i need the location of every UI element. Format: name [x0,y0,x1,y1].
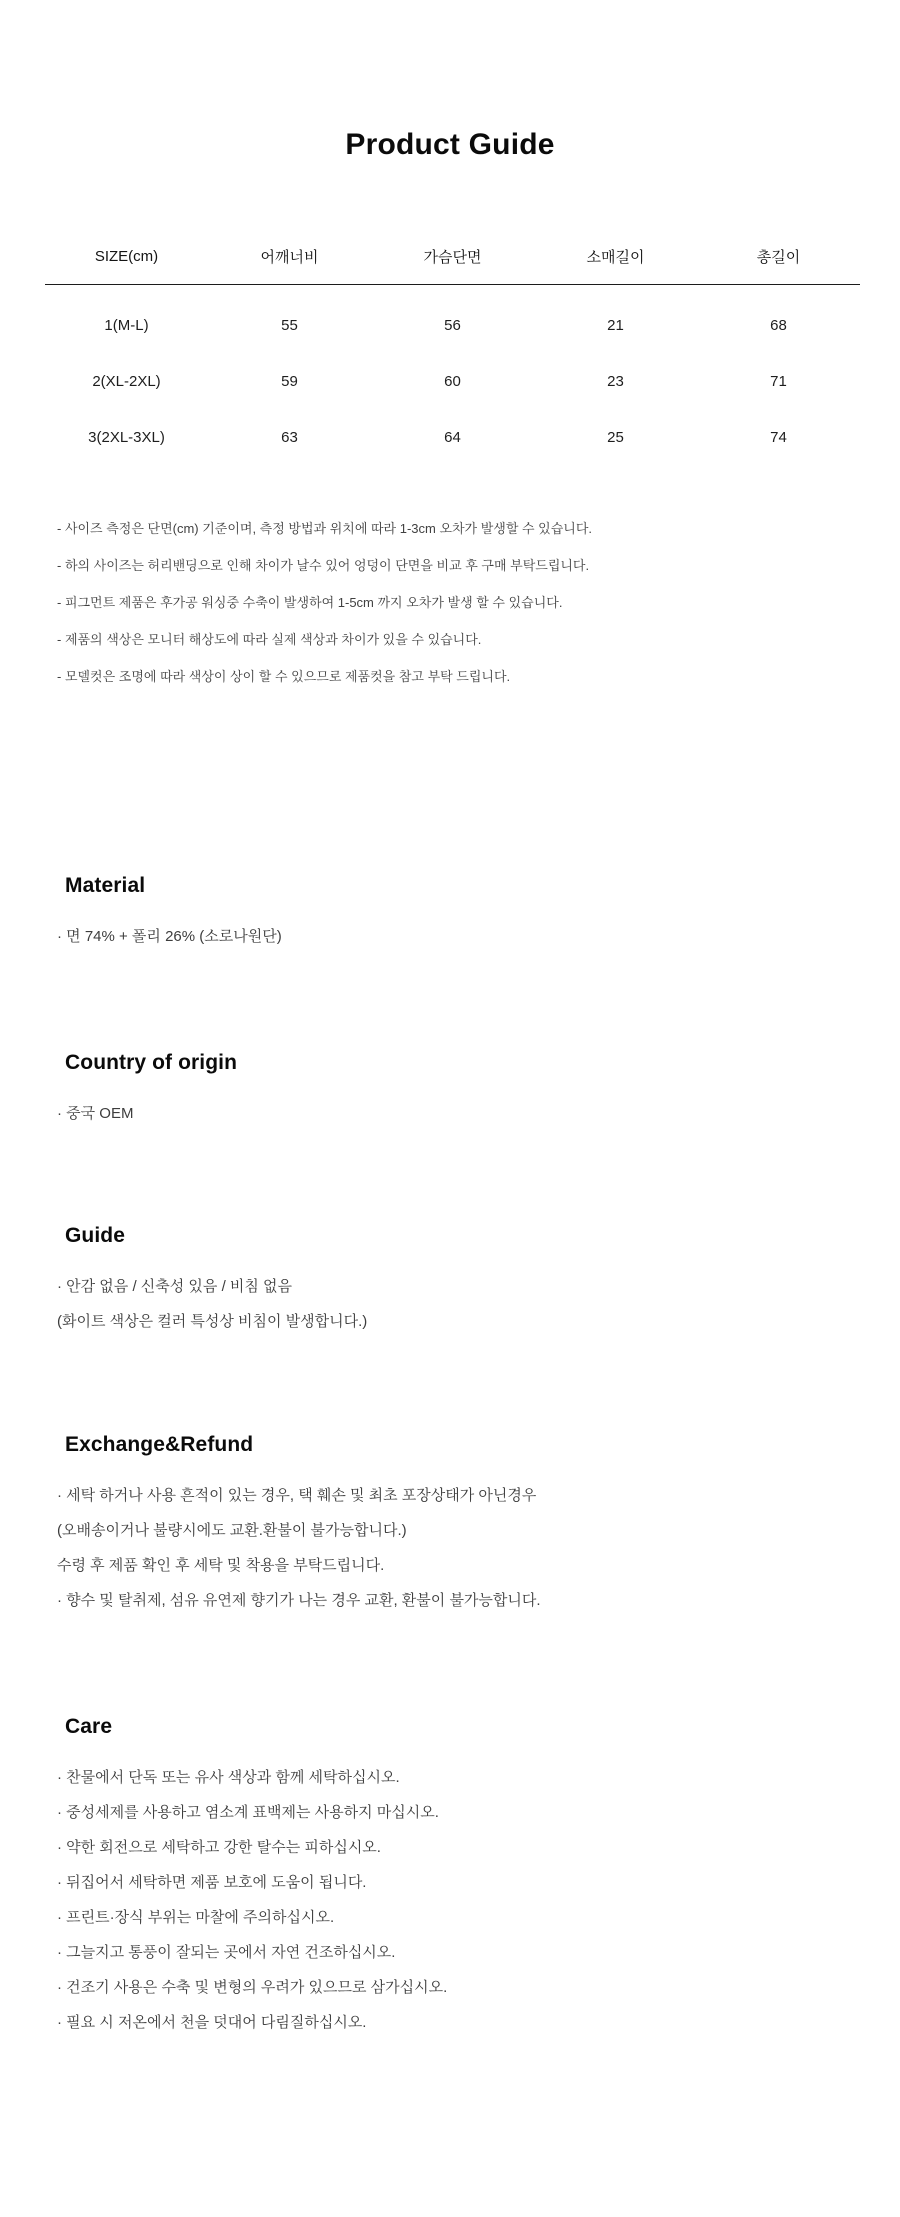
size-cell: 25 [607,428,624,446]
section-exchange-refund [57,1432,864,1618]
section-heading-material: Material [65,874,146,897]
care-line: · 필요 시 저온에서 천을 덧대어 다림질하십시오. [57,2014,367,2031]
size-cell: 68 [770,316,787,334]
exchange-line: 수령 후 제품 확인 후 세탁 및 착용을 부탁드립니다. [57,1557,385,1574]
size-note: - 하의 사이즈는 허리밴딩으로 인해 차이가 날수 있어 엉덩이 단면을 비교 후 구매 부탁드립니다. [57,558,590,573]
size-table [45,228,860,465]
size-cell: 56 [444,316,461,334]
size-table-header-row [45,228,860,285]
guide-line: (화이트 색상은 컬러 특성상 비침이 발생합니다.) [57,1313,368,1330]
care-line: · 그늘지고 통풍이 잘되는 곳에서 자연 건조하십시오. [57,1944,396,1961]
size-cell: 63 [281,428,298,446]
size-cell: 60 [444,372,461,390]
section-material [57,873,864,954]
section-body [57,1760,864,2040]
section-body [57,1096,864,1131]
care-line: · 찬물에서 단독 또는 유사 색상과 함께 세탁하십시오. [57,1769,400,1786]
size-note: - 모델컷은 조명에 따라 색상이 상이 할 수 있으므로 제품컷을 참고 부탁 드립니다. [57,669,511,684]
material-line: · 면 74% + 폴리 26% (소로나원단) [57,928,282,945]
size-cell: 64 [444,428,461,446]
section-care [57,1714,864,2040]
size-table-header-length: 총길이 [756,248,801,266]
section-country-of-origin [57,1050,864,1131]
care-line: · 프린트·장식 부위는 마찰에 주의하십시오. [57,1909,335,1926]
size-table-header-size: SIZE(cm) [94,247,159,265]
size-cell: 23 [607,372,624,390]
size-note: - 제품의 색상은 모니터 해상도에 따라 실제 색상과 차이가 있을 수 있습니다. [57,632,482,647]
size-table-header-sleeve: 소매길이 [586,248,645,266]
section-body [57,919,864,954]
care-line: · 건조기 사용은 수축 및 변형의 우려가 있으므로 삼가십시오. [57,1979,448,1996]
size-table-header-chest: 가슴단면 [423,248,482,266]
section-heading-origin: Country of origin [65,1051,238,1074]
size-cell: 74 [770,428,787,446]
size-cell: 2(XL-2XL) [92,372,161,390]
size-notes [57,510,864,695]
table-row [45,297,860,353]
section-heading-guide: Guide [65,1224,126,1247]
page-title: Product Guide [345,128,555,161]
size-note: - 사이즈 측정은 단면(cm) 기준이며, 측정 방법과 위치에 따라 1-3cm 오차가 발생할 수 있습니다. [57,521,593,536]
care-line: · 약한 회전으로 세탁하고 강한 탈수는 피하십시오. [57,1839,381,1856]
exchange-line: · 세탁 하거나 사용 흔적이 있는 경우, 택 훼손 및 최초 포장상태가 아닌경우 [57,1487,537,1504]
size-cell: 59 [281,372,298,390]
size-table-header-shoulder: 어깨너비 [260,248,319,266]
guide-line: · 안감 없음 / 신축성 있음 / 비침 없음 [57,1278,293,1295]
section-guide [57,1223,864,1339]
section-body [57,1478,864,1618]
table-row [45,409,860,465]
section-heading-care: Care [65,1715,113,1738]
size-cell: 55 [281,316,298,334]
table-row [45,353,860,409]
section-heading-exchange: Exchange&Refund [65,1433,254,1456]
care-line: · 뒤집어서 세탁하면 제품 보호에 도움이 됩니다. [57,1874,367,1891]
origin-line: · 중국 OEM [57,1105,134,1122]
exchange-line: (오배송이거나 불량시에도 교환.환불이 불가능합니다.) [57,1522,407,1539]
exchange-line: · 향수 및 탈취제, 섬유 유연제 향기가 나는 경우 교환, 환불이 불가능합니다. [57,1592,541,1609]
size-cell: 1(M-L) [104,316,149,334]
section-body [57,1269,864,1339]
size-cell: 71 [770,372,787,390]
care-line: · 중성세제를 사용하고 염소계 표백제는 사용하지 마십시오. [57,1804,439,1821]
size-cell: 3(2XL-3XL) [88,428,165,446]
size-note: - 피그먼트 제품은 후가공 워싱중 수축이 발생하여 1-5cm 까지 오차가 발생 할 수 있습니다. [57,595,563,610]
size-cell: 21 [607,316,624,334]
